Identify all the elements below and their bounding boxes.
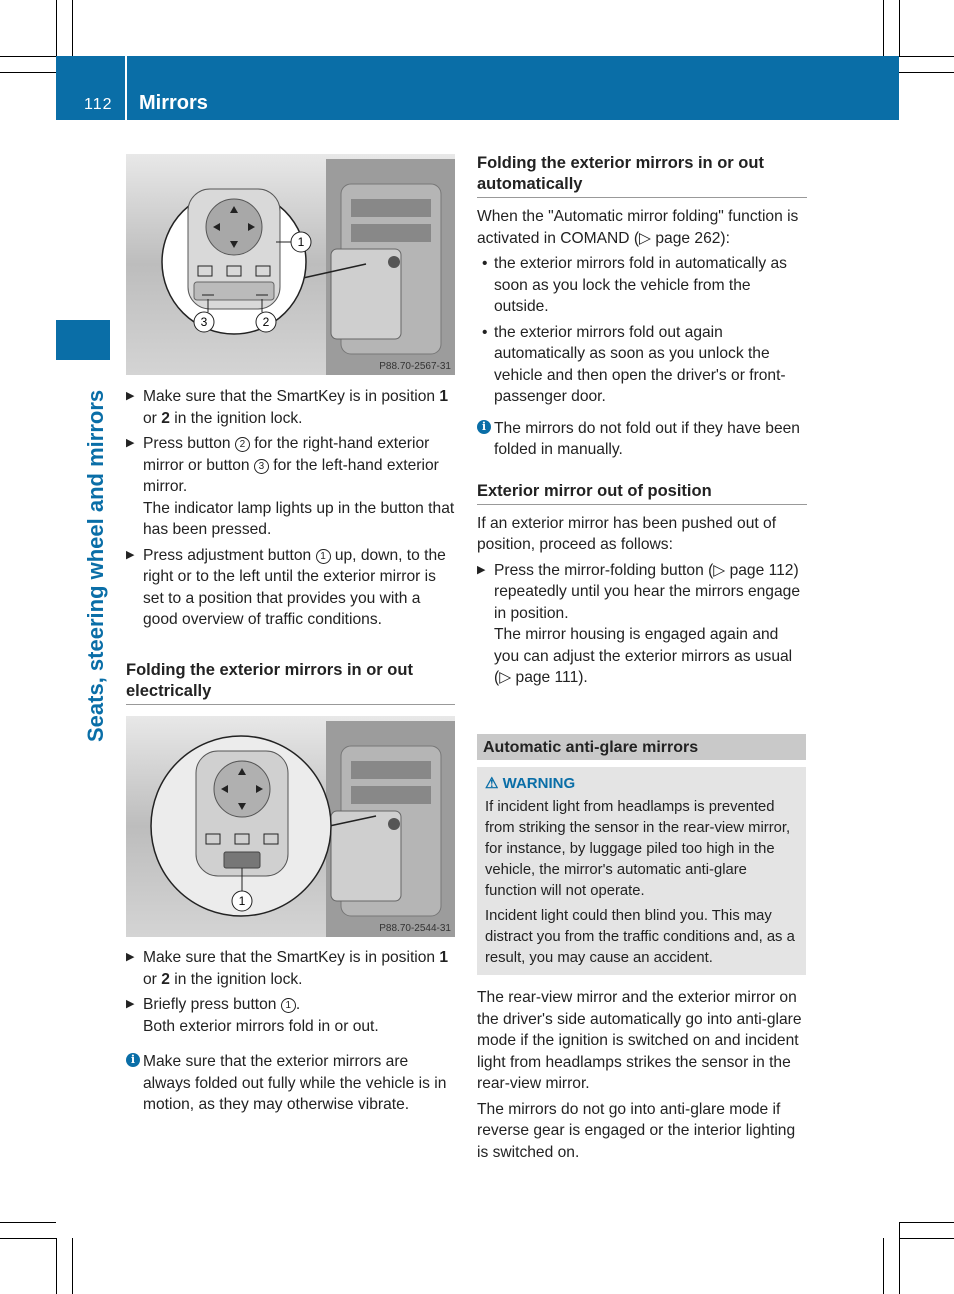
- callout-label: 1: [238, 894, 246, 908]
- paragraph: When the "Automatic mirror folding" function is activated in COMAND (▷ page 262):: [477, 208, 799, 247]
- info-icon: i: [477, 420, 491, 434]
- warning-text: If incident light from headlamps is prevented from striking the sensor in the rear-view mirror, for instance, by luggage piled too high in the vehicle, the mirror's automatic anti-glare function will not operate.: [485, 799, 791, 899]
- instruction-step: ▶ Briefly press button 1 .: [126, 994, 456, 1016]
- crop-mark: [899, 1222, 900, 1294]
- step-result: The indicator lamp lights up in the button that has been pressed.: [143, 499, 455, 538]
- instruction-step: ▶ Make sure that the SmartKey is in position 1 or 2 in the ignition lock.: [126, 949, 449, 988]
- info-note: i Make sure that the exterior mirrors are always folded out fully while the vehicle is in motion, as they may otherwise vibrate.: [126, 1051, 456, 1116]
- info-note: i The mirrors do not fold out if they have been folded in manually.: [477, 418, 807, 461]
- crop-mark: [899, 1238, 954, 1239]
- section-heading: Folding the exterior mirrors in or out automatically: [477, 153, 807, 198]
- figure-code: P88.70-2567-31: [379, 361, 451, 372]
- crop-mark: [899, 0, 900, 56]
- crop-mark: [0, 72, 56, 73]
- list-item: • the exterior mirrors fold in automatically as soon as you lock the vehicle from the outside.: [482, 255, 787, 315]
- page-number: 112: [84, 96, 113, 113]
- crop-mark: [899, 72, 954, 73]
- crop-mark: [56, 0, 57, 56]
- paragraph: The rear-view mirror and the exterior mirror on the driver's side automatically go into anti-glare mode if the ignition is switched on and incident light from headlamps strikes the sensor in the rear-view mirror.: [477, 989, 802, 1092]
- crop-mark: [899, 56, 954, 57]
- left-column: [126, 386, 456, 631]
- instruction-step: ▶ Make sure that the SmartKey is in position 1 or 2 in the ignition lock.: [126, 388, 449, 427]
- section-heading: Automatic anti-glare mirrors: [477, 734, 806, 760]
- step-result: Both exterior mirrors fold in or out.: [143, 1017, 379, 1035]
- left-column-lower: [126, 947, 456, 1116]
- paragraph: If an exterior mirror has been pushed out of position, proceed as follows:: [477, 514, 777, 553]
- chapter-tab: [56, 320, 110, 360]
- arrow-icon: ▶: [126, 951, 135, 963]
- warning-title: ⚠ WARNING: [485, 775, 576, 792]
- warning-text: Incident light could then blind you. This may distract you from the traffic conditions and, as a result, you may cause an accident.: [485, 908, 795, 966]
- crop-mark: [56, 1238, 57, 1294]
- arrow-icon: ▶: [126, 548, 135, 561]
- fold-button-illustration: [126, 716, 455, 937]
- right-column: [477, 153, 807, 689]
- section-heading: Folding the exterior mirrors in or out electrically: [126, 660, 455, 705]
- figure-mirror-fold-button: [126, 716, 455, 937]
- figure-mirror-switch: [126, 154, 455, 375]
- crop-mark: [0, 56, 56, 57]
- heading-electric-block: [126, 660, 455, 713]
- info-icon: i: [126, 1053, 140, 1067]
- section-heading: Exterior mirror out of position: [477, 481, 807, 505]
- warning-triangle-icon: ⚠: [485, 775, 499, 792]
- callout-label: 1: [297, 235, 305, 249]
- crop-mark: [72, 1238, 73, 1294]
- step-result: The mirror housing is engaged again and you can adjust the exterior mirrors as usual (▷ page 111).: [494, 626, 793, 686]
- antiglare-section: [477, 734, 806, 1163]
- paragraph: The mirrors do not go into anti-glare mode if reverse gear is engaged or the interior lighting is switched on.: [477, 1100, 796, 1161]
- crop-mark: [0, 1222, 56, 1223]
- crop-mark: [0, 1238, 56, 1239]
- crop-mark: [883, 0, 884, 56]
- callout-label: 2: [262, 315, 270, 329]
- warning-box: [477, 767, 806, 975]
- list-item: • the exterior mirrors fold out again automatically as soon as you unlock the vehicle and then open the driver's or front-passenger door.: [482, 323, 786, 405]
- page-header: [56, 56, 899, 120]
- callout-label: 3: [200, 315, 208, 329]
- header-divider: [125, 56, 127, 120]
- mirror-switch-illustration: [126, 154, 455, 375]
- crop-mark: [899, 1222, 954, 1223]
- arrow-icon: ▶: [126, 998, 135, 1010]
- figure-code: P88.70-2544-31: [379, 923, 451, 934]
- instruction-step: ▶ Press adjustment button 1 up, down, to the right or to the left until the exterior mirror is set to a position that provides you with a good overview of traffic conditions.: [126, 546, 446, 628]
- instruction-step: ▶ Press button 2 for the right-hand exterior mirror or button 3 for the left-hand exterior mirror.: [126, 435, 439, 495]
- crop-mark: [883, 1238, 884, 1294]
- crop-mark: [72, 0, 73, 56]
- chapter-title: Seats, steering wheel and mirrors: [83, 389, 108, 742]
- section-title: Mirrors: [139, 92, 208, 114]
- arrow-icon: ▶: [477, 563, 486, 576]
- instruction-step: ▶ Press the mirror-folding button (▷ page 112) repeatedly until you hear the mirrors engage in position.: [477, 561, 800, 622]
- arrow-icon: ▶: [126, 437, 135, 449]
- arrow-icon: ▶: [126, 390, 135, 402]
